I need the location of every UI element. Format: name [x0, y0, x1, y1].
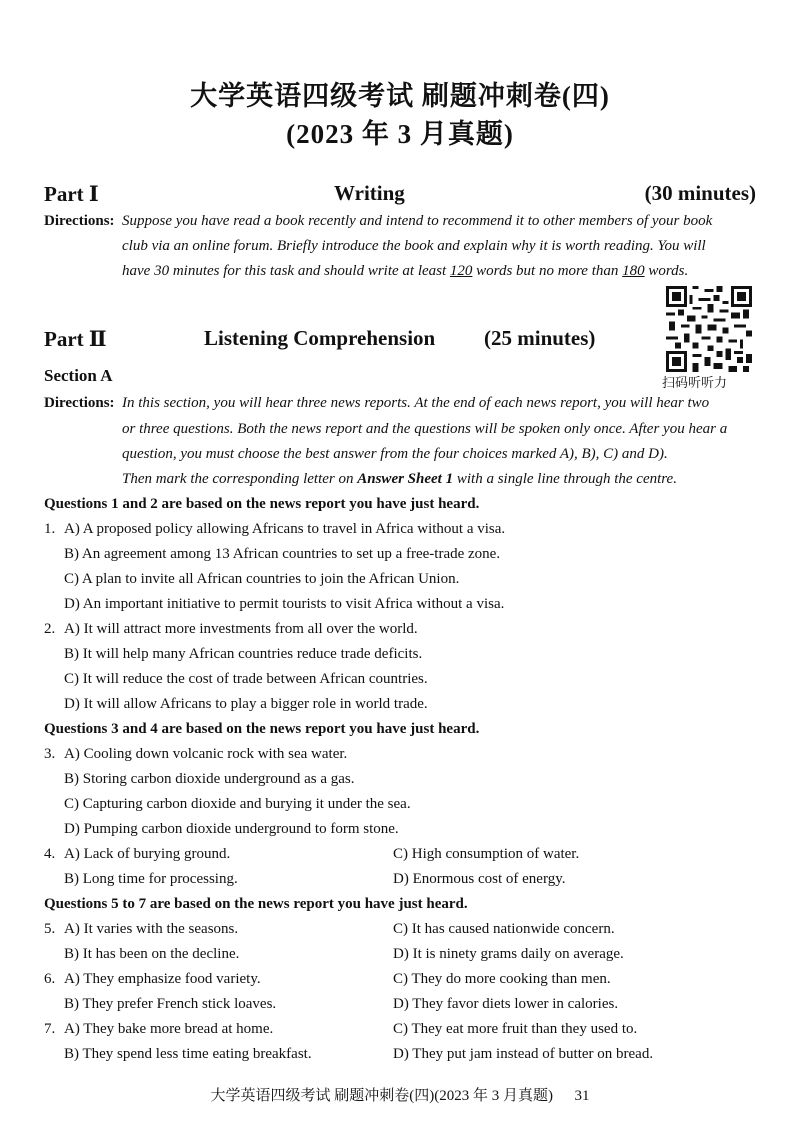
part1-header [44, 181, 756, 207]
part2-directions-line2: or three questions. Both the news report and the questions will be spoken only once. After you hear a [122, 421, 728, 437]
q4-option-d[interactable]: D) Enormous cost of energy. [393, 871, 566, 887]
q1-option-b[interactable]: B) An agreement among 13 African countries to set up a free-trade zone. [64, 546, 501, 562]
q2-option-c[interactable]: C) It will reduce the cost of trade between African countries. [64, 671, 428, 687]
part2-directions-line4 [122, 471, 677, 488]
q3-option-c[interactable]: C) Capturing carbon dioxide and burying it under the sea. [64, 796, 411, 812]
q5-option-b[interactable]: B) It has been on the decline. [64, 946, 240, 962]
q6-option-a[interactable]: A) They emphasize food variety. [64, 971, 261, 987]
group-heading-3: Questions 5 to 7 are based on the news report you have just heard. [44, 896, 468, 912]
part1-dir3-b: words but no more than [472, 263, 623, 279]
q7-option-d[interactable]: D) They put jam instead of butter on bread. [393, 1046, 654, 1062]
group-heading-2: Questions 3 and 4 are based on the news report you have just heard. [44, 721, 480, 737]
max-words: 180 [622, 263, 645, 279]
q3-option-b[interactable]: B) Storing carbon dioxide underground as a gas. [64, 771, 355, 787]
q3-option-a[interactable]: A) Cooling down volcanic rock with sea water. [64, 746, 348, 762]
q7-option-c[interactable]: C) They eat more fruit than they used to. [393, 1021, 638, 1037]
part2-directions-line1: In this section, you will hear three news reports. At the end of each news report, you will hear two [122, 395, 710, 411]
q6-option-d[interactable]: D) They favor diets lower in calories. [393, 996, 619, 1012]
question-number-3: 3. [44, 746, 56, 762]
q4-option-b[interactable]: B) Long time for processing. [64, 871, 238, 887]
footer-title: 大学英语四级考试 刷题冲刺卷(四)(2023 年 3 月真题) [210, 1088, 553, 1104]
part2-directions-line3: question, you must choose the best answer from the four choices marked A), B), C) and D). [122, 446, 668, 462]
q2-option-b[interactable]: B) It will help many African countries reduce trade deficits. [64, 646, 423, 662]
part2-dir4-c: with a single line through the centre. [453, 471, 677, 487]
q6-option-c[interactable]: C) They do more cooking than men. [393, 971, 611, 987]
question-number-7: 7. [44, 1021, 56, 1037]
part2-directions-label: Directions: [44, 395, 115, 411]
part1-directions-line3 [122, 263, 688, 280]
part1-dir3-c: words. [644, 263, 689, 279]
q6-option-b[interactable]: B) They prefer French stick loaves. [64, 996, 277, 1012]
q1-option-a[interactable]: A) A proposed policy allowing Africans to travel in Africa without a visa. [64, 521, 506, 537]
question-number-5: 5. [44, 921, 56, 937]
question-number-1: 1. [44, 521, 56, 537]
q2-option-d[interactable]: D) It will allow Africans to play a bigger role in world trade. [64, 696, 428, 712]
q1-option-d[interactable]: D) An important initiative to permit tourists to visit Africa without a visa. [64, 596, 505, 612]
qr-code-icon[interactable] [666, 286, 752, 372]
part1-label: Part Ⅰ [44, 182, 99, 206]
question-number-4: 4. [44, 846, 56, 862]
question-number-2: 2. [44, 621, 56, 637]
q4-option-c[interactable]: C) High consumption of water. [393, 846, 580, 862]
part2-label: Part Ⅱ [44, 327, 107, 351]
q5-option-c[interactable]: C) It has caused nationwide concern. [393, 921, 615, 937]
qr-caption: 扫码听听力 [662, 376, 728, 391]
q5-option-d[interactable]: D) It is ninety grams daily on average. [393, 946, 624, 962]
part2-name: Listening Comprehension [204, 326, 436, 350]
page-footer [0, 1084, 800, 1105]
q5-option-a[interactable]: A) It varies with the seasons. [64, 921, 239, 937]
part2-time: (25 minutes) [484, 326, 596, 350]
q3-option-d[interactable]: D) Pumping carbon dioxide underground to form stone. [64, 821, 399, 837]
exam-subtitle: (2023 年 3 月真题) [286, 119, 514, 149]
question-number-6: 6. [44, 971, 56, 987]
part2-dir4-a: Then mark the corresponding letter on [122, 471, 358, 487]
part1-directions-label: Directions: [44, 213, 115, 229]
section-a-title: Section A [44, 366, 113, 385]
group-heading-1: Questions 1 and 2 are based on the news report you have just heard. [44, 496, 480, 512]
part1-name: Writing [334, 181, 405, 205]
part2-header [44, 326, 644, 352]
part1-directions-line2: club via an online forum. Briefly introduce the book and explain why it is worth reading. You will [122, 238, 706, 254]
part1-time: (30 minutes) [644, 181, 756, 205]
q1-option-c[interactable]: C) A plan to invite all African countries to join the African Union. [64, 571, 460, 587]
q7-option-b[interactable]: B) They spend less time eating breakfast. [64, 1046, 312, 1062]
part1-directions-line1: Suppose you have read a book recently and intend to recommend it to other members of your book [122, 213, 713, 229]
answer-sheet-ref: Answer Sheet 1 [357, 471, 454, 487]
page-number: 31 [574, 1088, 590, 1104]
q4-option-a[interactable]: A) Lack of burying ground. [64, 846, 231, 862]
q7-option-a[interactable]: A) They bake more bread at home. [64, 1021, 274, 1037]
exam-title: 大学英语四级考试 刷题冲刺卷(四) [190, 81, 610, 111]
min-words: 120 [449, 263, 473, 279]
part1-dir3-a: have 30 minutes for this task and should write at least [122, 263, 450, 279]
q2-option-a[interactable]: A) It will attract more investments from all over the world. [64, 621, 418, 637]
